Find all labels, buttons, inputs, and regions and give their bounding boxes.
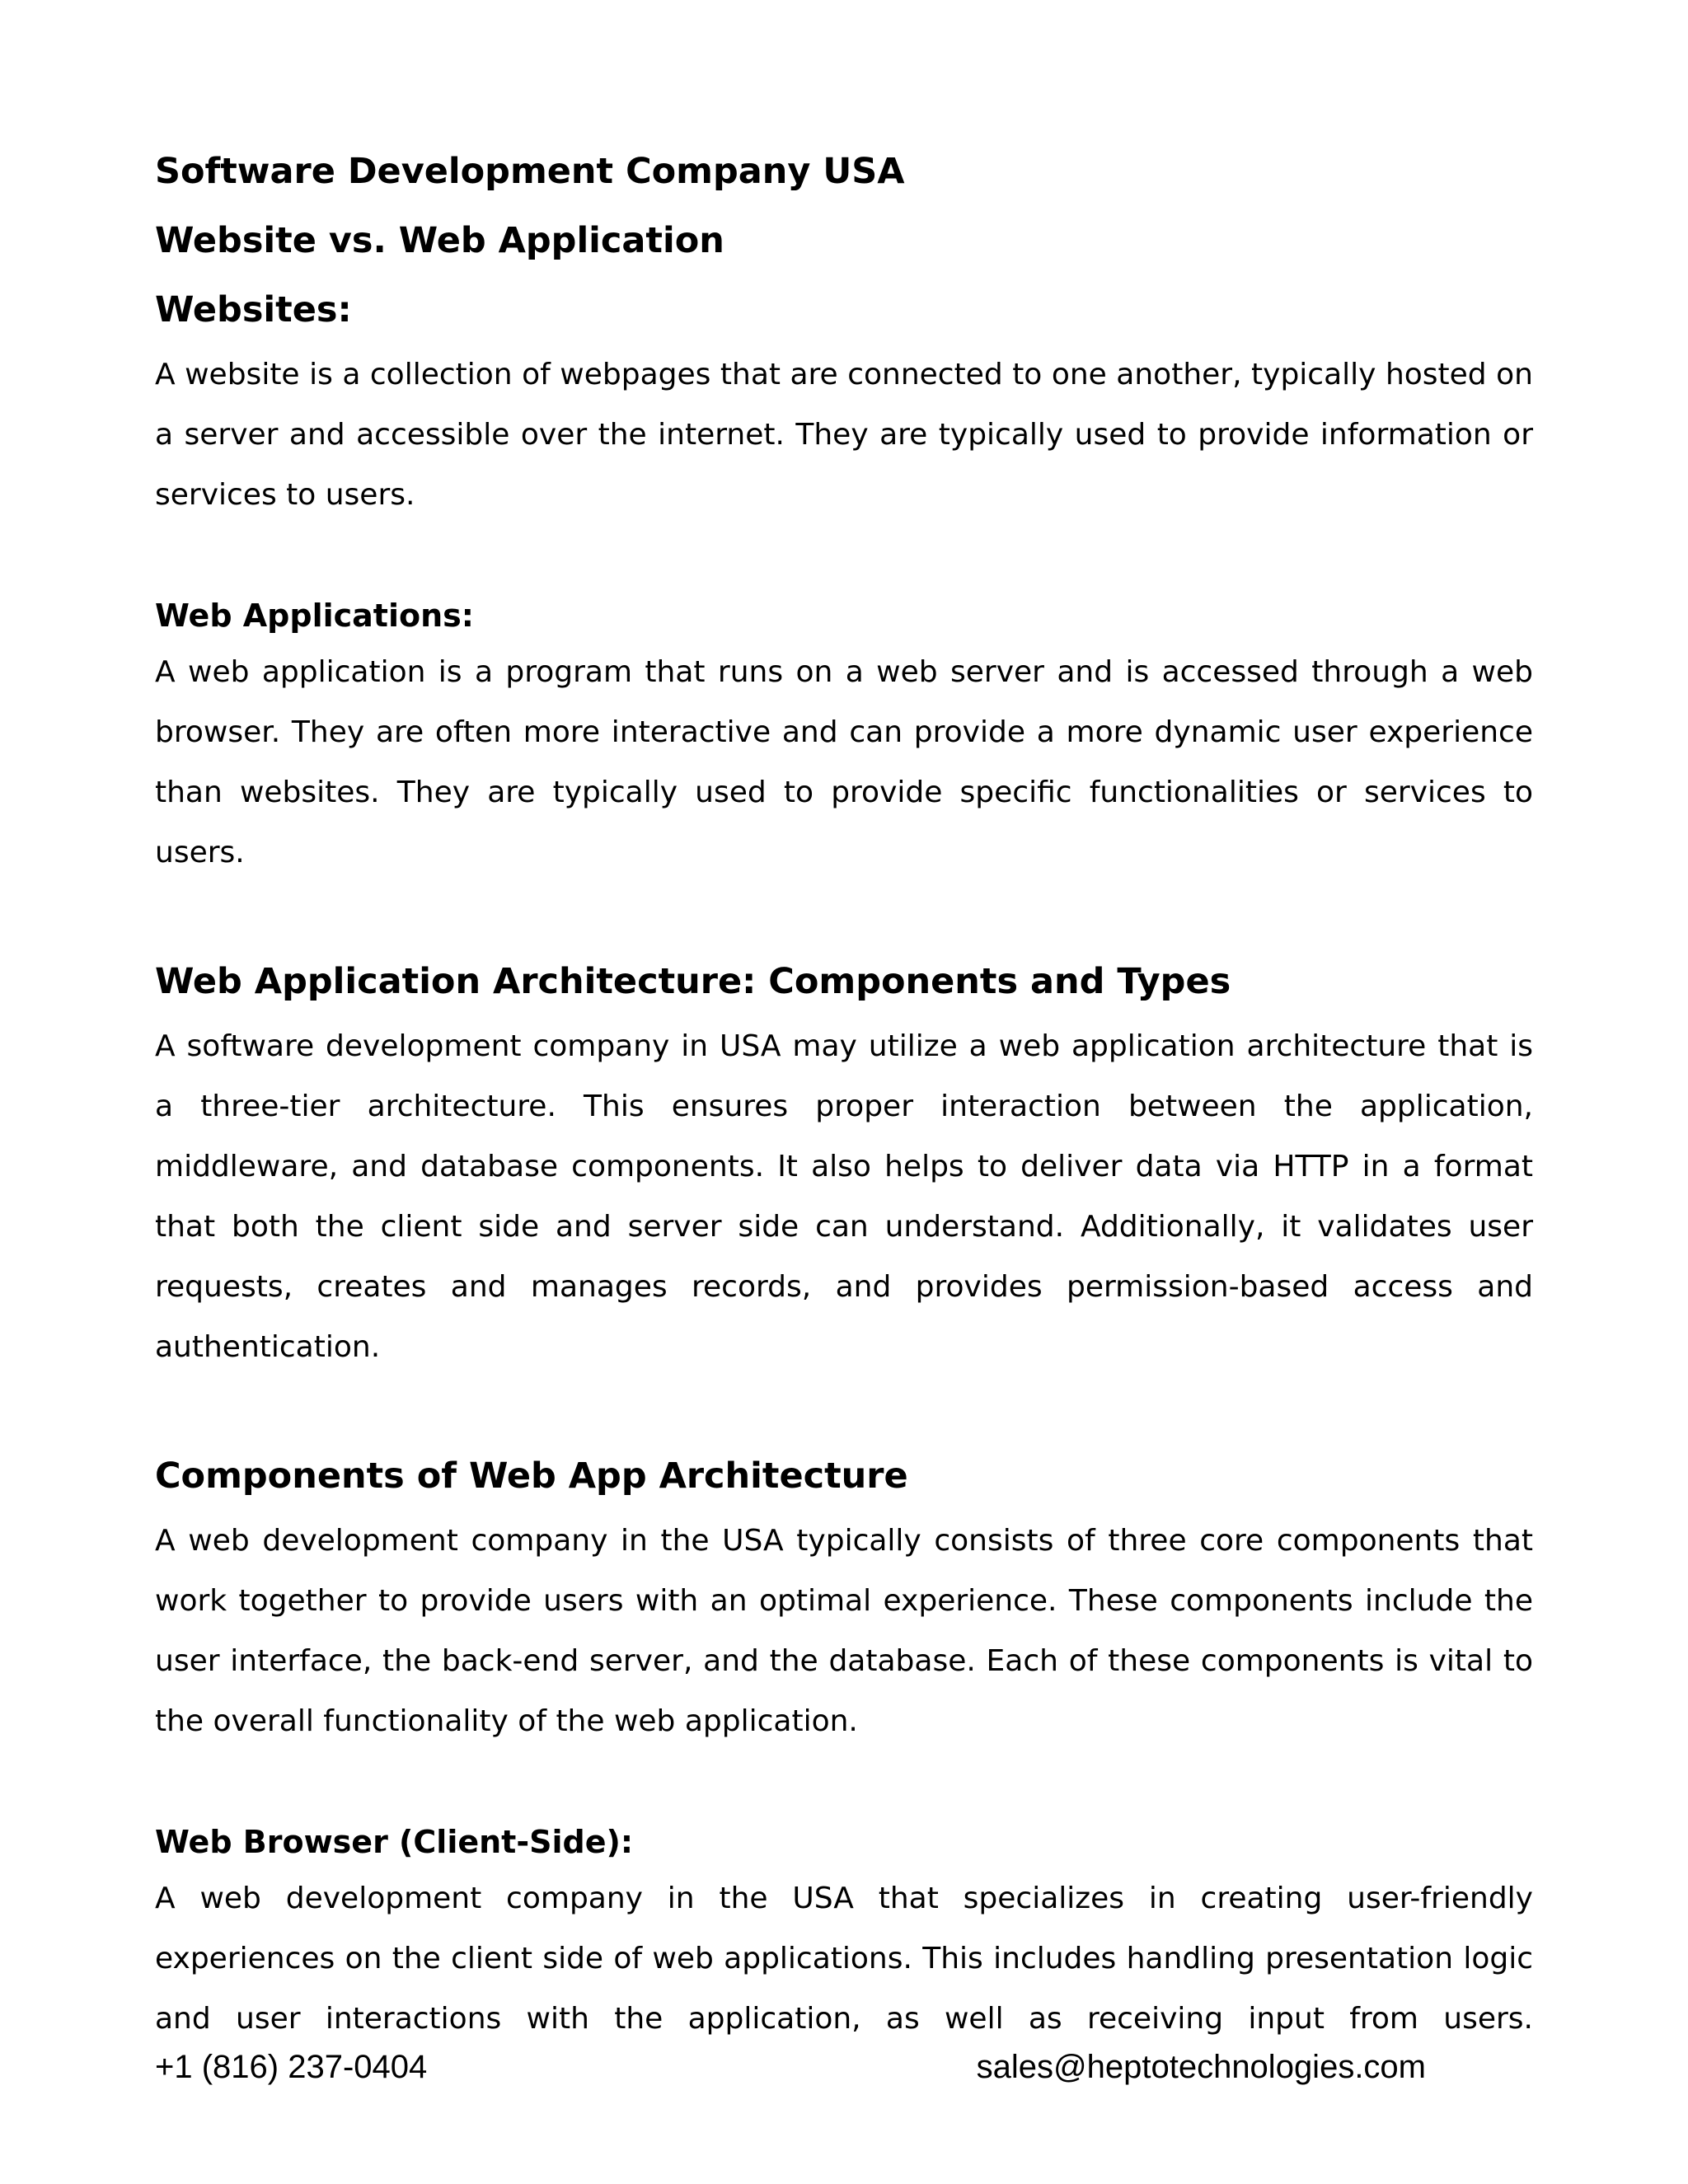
section-body-components: A web development company in the USA typically consists of three core components that work together to provide users with an optimal experience. These components include the user interface, the back-end server, and the database. Each of these components is vital to the overall functionality of the web application. xyxy=(155,1524,1533,1738)
document-content xyxy=(155,137,1533,2049)
footer-email[interactable]: sales@heptotechnologies.com xyxy=(976,2049,1426,2085)
page-subtitle: Website vs. Web Application xyxy=(155,220,724,261)
section-heading-architecture: Web Application Architecture: Components and Types xyxy=(155,961,1231,1002)
page-footer xyxy=(155,2042,1533,2092)
section-heading-web-applications: Web Applications: xyxy=(155,598,474,634)
section-heading-components: Components of Web App Architecture xyxy=(155,1455,908,1497)
footer-phone[interactable]: +1 (816) 237-0404 xyxy=(155,2049,428,2085)
section-heading-web-browser: Web Browser (Client-Side): xyxy=(155,1824,634,1860)
section-body-websites: A website is a collection of webpages that are connected to one another, typically hosted on a server and accessible over the internet. They are typically used to provide information or services to users. xyxy=(155,358,1533,512)
section-body-web-applications: A web application is a program that runs on a web server and is accessed through a web browser. They are often more interactive and can provide a more dynamic user experience than websites. They are typically used to provide specific functionalities or services to users. xyxy=(155,655,1533,869)
section-body-architecture: A software development company in USA may utilize a web application architecture that is a three-tier architecture. This ensures proper interaction between the application, middleware, and database components. It also helps to deliver data via HTTP in a format that both the client side and server side can understand. Additionally, it validates user requests, creates and manages records, and provides permission-based access and authentication. xyxy=(155,1029,1533,1364)
section-heading-websites: Websites: xyxy=(155,289,352,330)
page-title: Software Development Company USA xyxy=(155,151,905,192)
section-body-web-browser: A web development company in the USA that specializes in creating user-friendly experiences on the client side of web applications. This includes handling presentation logic and user interactions with the application, as well as receiving input from users. xyxy=(155,1882,1533,2036)
